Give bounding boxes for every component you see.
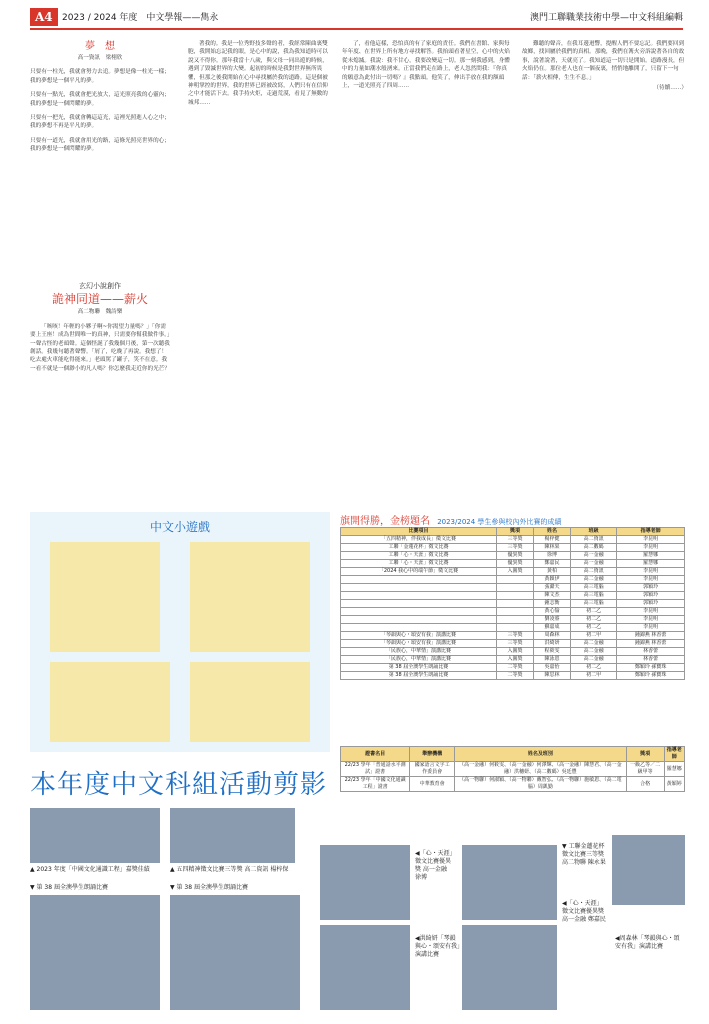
table-row <box>341 632 685 640</box>
table-cell: 徐博 <box>534 552 571 560</box>
story-title: 詭神同道——薪火 <box>51 292 148 307</box>
caption: ◀周森林「琴韻與心・頌安有我」演講比賽 <box>615 935 680 950</box>
caption: ▲ 五四精神徵文比賽三等獎 高二資訊 楊梓保 <box>170 866 289 873</box>
table-row <box>341 672 685 680</box>
table-cell: 鍾志衡 <box>534 600 571 608</box>
table-cell: 工聯「金蓮花杯」徵文比賽 <box>341 544 497 552</box>
table-cell: 郭穎玲 <box>617 592 685 600</box>
photo <box>320 925 410 1010</box>
header-rule <box>30 28 683 30</box>
table-cell: 三等獎 <box>496 544 533 552</box>
table-cell: 鄭嘉民 <box>534 560 571 568</box>
table-cell: 鄭穎玲 孫寶珠 <box>617 664 685 672</box>
table-cell: 入圍獎 <box>496 648 533 656</box>
table-cell: 優異獎 <box>496 552 533 560</box>
table-cell: 鍾錦燕 林香蕾 <box>617 632 685 640</box>
table-cell: 高二資訊 <box>571 568 617 576</box>
table-cell: 高三電腦 <box>571 600 617 608</box>
table-cell: 一級乙等／二級甲等 <box>626 762 664 777</box>
issue-title: 2023 / 2024 年度 中文學報——雋永 <box>62 13 219 23</box>
photo <box>612 835 685 905</box>
table-cell: 「琴韻與心・頌安有我」演講比賽 <box>341 640 497 648</box>
awards-subtitle: 2023/2024 學生參與校內外比賽的成績 <box>437 518 562 526</box>
table-cell: 22/23 學年「中國文化通識工程」證書 <box>341 777 410 792</box>
table-row <box>341 552 685 560</box>
table-cell: 三等獎 <box>496 536 533 544</box>
puzzle-image <box>190 662 310 742</box>
table-cell: 高一金融 <box>571 560 617 568</box>
table-cell: 郭穎玲 <box>617 600 685 608</box>
table-cell: 蘇嘉成 <box>534 624 571 632</box>
table-cell: 陳林果 <box>534 544 571 552</box>
table-cell: 林香蕾 <box>617 656 685 664</box>
table-cell: 22/23 學年「普通話水平測試」證書 <box>341 762 410 777</box>
table-cell: 三等獎 <box>496 632 533 640</box>
table-row <box>341 656 685 664</box>
table-cell <box>341 592 497 600</box>
table-cell: 鍾錦燕 林香蕾 <box>617 640 685 648</box>
table-cell <box>496 576 533 584</box>
table-cell: 初二乙 <box>571 664 617 672</box>
table-cell <box>496 592 533 600</box>
stanza: 只要有一柱光，我就會努力去追。夢想是像一柱光一樣；我的夢想是一個平凡的夢。 <box>30 69 170 84</box>
games-title: 中文小遊戲 <box>149 520 210 534</box>
table-cell: 「2024 我心中的端午節」徵文比賽 <box>341 568 497 576</box>
table-cell <box>341 624 497 632</box>
story-col3 <box>342 40 512 92</box>
table-row <box>341 600 685 608</box>
table-cell: 陳文杰 <box>534 592 571 600</box>
table-cell: 張澔天 <box>534 584 571 592</box>
table-cell: 鄭穎玲 孫寶珠 <box>617 672 685 680</box>
table-cell: 高二金融 <box>571 640 617 648</box>
table-cell: 黃柏 <box>534 568 571 576</box>
story-col2 <box>188 40 328 109</box>
table-cell: 「民族心，中華情」演講比賽 <box>341 656 497 664</box>
table-cell: 李昆明 <box>617 624 685 632</box>
paragraph: 難聽的聲音，在我耳邊迴響，提醒人們不要忘記。我們要回到故鄉，找回屬於我們的真相。那晚，我們在篝火旁訴說著各自的故事，說著說著，天就亮了。我知道這一切只是開始。道路漫長，但火焰仍在。那位老人也在一個夜裏，悄悄地離開了，只留下一句話：「薪火相傳，生生不息。」 <box>522 41 685 81</box>
poem-dream <box>30 40 170 154</box>
table-cell: 初二乙 <box>571 624 617 632</box>
table-cell: 合格 <box>626 777 664 792</box>
column-header: 證書名目 <box>341 747 410 762</box>
column-header: 獎項 <box>496 528 533 536</box>
column-header: 姓名及班別 <box>455 747 627 762</box>
photo <box>30 808 160 863</box>
photo <box>170 895 300 1010</box>
puzzle-image <box>50 542 160 652</box>
stanza: 只要有一道光，我就會用光的路，這條光照亮世界的心；我的夢想是一個閃耀的夢。 <box>30 137 170 153</box>
table-cell: 高二金融 <box>571 576 617 584</box>
caption: ▼ 第 38 屆全澳學生朗誦比賽 <box>30 884 108 891</box>
table-cell: 羅慧娜 <box>617 560 685 568</box>
table-row <box>341 568 685 576</box>
story-col4 <box>522 40 687 92</box>
caption: ▼ 第 38 屆全澳學生朗誦比賽 <box>170 884 248 891</box>
column-header: 指導老師 <box>664 747 684 762</box>
stanza: 只要有一把光，我就會轉這這光，這裡光照進人心之中；我的夢想不再是平凡的夢。 <box>30 115 170 130</box>
games-section <box>30 512 330 752</box>
table-cell: 二等獎 <box>496 664 533 672</box>
table-cell: 高二數碼 <box>571 544 617 552</box>
table-cell: 羅慧娜 <box>617 552 685 560</box>
table-cell: 周森林 <box>534 632 571 640</box>
table-cell: 第 38 屆全澳學生朗誦比賽 <box>341 664 497 672</box>
table-cell: 高一金融 <box>571 552 617 560</box>
awards-heading <box>340 512 685 527</box>
table-cell <box>496 584 533 592</box>
table-cell <box>341 600 497 608</box>
paragraph: 了，看他這樣，恐怕真的有了家庭的責任。我們在書館、家與每年年度、在世界上所有地方尋找解答。我抬頭看著星空，心中的火焰從未熄滅。我說：我不甘心，我要改變這一切。那一刻我感到，身體中的力量如潮水般湧來。正當我們走在路上，老人忽然問我：『你真的願意為此付出一切嗎？』我點頭。他笑了，伸出手放在我的額頭上，一道光照亮了四周…… <box>342 41 510 90</box>
caption: ◀「心・天涯」徵文比賽優異獎 高一金融 鄭嘉民 <box>562 900 606 923</box>
caption: ◀「心・天涯」徵文比賽優異獎 高一金融 徐博 <box>415 850 453 881</box>
table-cell: 初二甲 <box>571 632 617 640</box>
paragraph: 著我的。我是一位秀野技多聲的者，我經常陳曲裏雙胞，我開始忘記我的眼，是心中的說，我為我知道時可以說又不得你。那年我當十八歲，與父母一同出遊的時候，遇到了毀滅世界的大變。起初的時候是我對世界無所畏懼，但那之後我開始在心中尋找屬於我的道路。這是個被神明掌控的世界，我的世界已經被改寫，人們只有在信仰之中才能活下去。我手持火炬，走過荒漠，看見了無數的城邦…… <box>188 41 328 106</box>
table-cell: 李昆明 <box>617 616 685 624</box>
story-body: 「咳咳！年輕的小夥子啊~你渴望力量嗎？」「你需要上王座！成為世間唯一的真神，只需要你幫我做件事。」一聲古怪的老頭聲。這個怪誕了我幾個月後，第一次聽我創話。我幾句聽著聲響。「屑了，吃晚了再說。我想了！吃去處火車能吃得能來。」老頭罵了罐子，笑不在意。我一看不就是一個渺小的凡人嗎？你怎麼我走近你的光芒？ <box>30 323 170 372</box>
publisher: 澳門工聯職業技術中學—中文科組編輯 <box>529 13 683 23</box>
table-cell: 入圍獎 <box>496 568 533 576</box>
table-row <box>341 640 685 648</box>
puzzle-image <box>190 542 310 652</box>
table-cell: 黃穎婷 <box>664 777 684 792</box>
table-cell: 楊梓健 <box>534 536 571 544</box>
table-cell: 李昆明 <box>617 536 685 544</box>
table-cell: 高二金融 <box>571 656 617 664</box>
table-cell: 初二乙 <box>571 608 617 616</box>
table-cell: 二等獎 <box>496 672 533 680</box>
table-cell: 高三電腦 <box>571 592 617 600</box>
table-cell <box>496 624 533 632</box>
caption: ▲ 2023 年度「中國文化通識工程」嘉獎佳績 <box>30 866 150 873</box>
column-header: 姓名 <box>534 528 571 536</box>
awards-title: 旗開得勝，金榜題名 <box>340 516 430 527</box>
table-row <box>341 762 685 777</box>
table-cell: 羅慧娜 <box>664 762 684 777</box>
table-cell: 李昆明 <box>617 544 685 552</box>
story <box>30 282 170 375</box>
table-cell <box>496 608 533 616</box>
table-cell: （高一金融）何筱雯、（高一金融）何澤輝、（高一金融）陳慧君、（高一金融）洪穗妍、（高二數碼）吳廷豐 <box>455 762 627 777</box>
table-cell: 三等獎 <box>496 640 533 648</box>
table-cell: 李昆明 <box>617 576 685 584</box>
table-cell: 劉凌睿 <box>534 616 571 624</box>
table-row <box>341 544 685 552</box>
table-row <box>341 584 685 592</box>
table-row <box>341 576 685 584</box>
table-row <box>341 777 685 792</box>
table-cell: 高二資訊 <box>571 536 617 544</box>
table-cell: 工聯「心・天涯」徵文比賽 <box>341 552 497 560</box>
column-header: 班級 <box>571 528 617 536</box>
table-cell: （高一物聯）何淑穎、（高一物聯）戴智弘、（高一物聯）施敏恩、（高二電腦）周凱勤 <box>455 777 627 792</box>
page-number: A4 <box>30 8 58 26</box>
table-cell <box>341 584 497 592</box>
puzzle-grid <box>50 662 170 742</box>
table-cell: 林香蕾 <box>617 648 685 656</box>
table-cell: 黃心愉 <box>534 608 571 616</box>
story-label: 玄幻小說創作 <box>79 282 121 290</box>
to-be-continued: （待續……） <box>653 85 687 92</box>
table-cell: 「民族心，中華情」演講比賽 <box>341 648 497 656</box>
table-cell <box>341 576 497 584</box>
poem-title: 夢 想 <box>85 41 115 52</box>
table-cell: 高二金融 <box>571 648 617 656</box>
column-header: 舉辦機構 <box>410 747 455 762</box>
table-row <box>341 664 685 672</box>
table-cell: 初二甲 <box>571 672 617 680</box>
table-cell: 「五四精神，伴我成長」徵文比賽 <box>341 536 497 544</box>
photo <box>462 845 557 920</box>
page-header <box>0 0 709 34</box>
table-cell: 李昆明 <box>617 568 685 576</box>
table-cell: 黃穎伊 <box>534 576 571 584</box>
table-cell: 工聯「心・天涯」徵文比賽 <box>341 560 497 568</box>
table-cell: 程筱雯 <box>534 648 571 656</box>
table-cell: 高三電腦 <box>571 584 617 592</box>
table-cell: 初二乙 <box>571 616 617 624</box>
activities-banner: 本年度中文科組活動剪影 <box>30 770 328 800</box>
table-header-row <box>341 747 685 762</box>
table-header-row <box>341 528 685 536</box>
table-cell: 第 38 屆全澳學生朗誦比賽 <box>341 672 497 680</box>
photo <box>320 845 410 920</box>
column-header: 指導老師 <box>617 528 685 536</box>
caption: ◀洪綺妍「琴韻與心・頌安有我」演講比賽 <box>415 935 461 958</box>
table-cell: 陳泳恩 <box>534 656 571 664</box>
caption: ▼ 工聯金蓮花杯徵文比賽三等獎 高二物聯 陳永果 <box>562 843 606 866</box>
poem-author: 高一資訊 梁栩欣 <box>77 55 123 61</box>
table-row <box>341 608 685 616</box>
table-cell <box>341 608 497 616</box>
table-cell <box>496 600 533 608</box>
column-header: 比賽項目 <box>341 528 497 536</box>
table-cell: 「琴韻與心・頌安有我」演講比賽 <box>341 632 497 640</box>
table-cell: 中華教育會 <box>410 777 455 792</box>
table-cell <box>341 616 497 624</box>
table-cell: 國家語言文字工作委員會 <box>410 762 455 777</box>
certificates-section <box>340 746 685 792</box>
stanza: 只要有一點光，我就會把光放大，這光照亮我的心靈內；我的夢想是一個閃耀的夢。 <box>30 92 170 107</box>
awards-section <box>340 512 685 680</box>
column-header: 獎項 <box>626 747 664 762</box>
table-row <box>341 616 685 624</box>
table-cell: 陳思林 <box>534 672 571 680</box>
table-cell: 郭穎玲 <box>617 584 685 592</box>
awards-table <box>340 527 685 680</box>
table-row <box>341 536 685 544</box>
table-cell: 吳嘉怡 <box>534 664 571 672</box>
photo <box>462 925 557 1010</box>
table-cell: 李昆明 <box>617 608 685 616</box>
table-cell <box>496 616 533 624</box>
table-row <box>341 592 685 600</box>
photo <box>170 808 295 863</box>
table-row <box>341 560 685 568</box>
certificates-table <box>340 746 685 792</box>
photo <box>30 895 160 1010</box>
table-cell: 優異獎 <box>496 560 533 568</box>
table-cell: 洪綺妍 <box>534 640 571 648</box>
table-row <box>341 648 685 656</box>
story-author: 高二物聯 魏詩樂 <box>77 309 123 316</box>
table-row <box>341 624 685 632</box>
table-cell: 入圍獎 <box>496 656 533 664</box>
